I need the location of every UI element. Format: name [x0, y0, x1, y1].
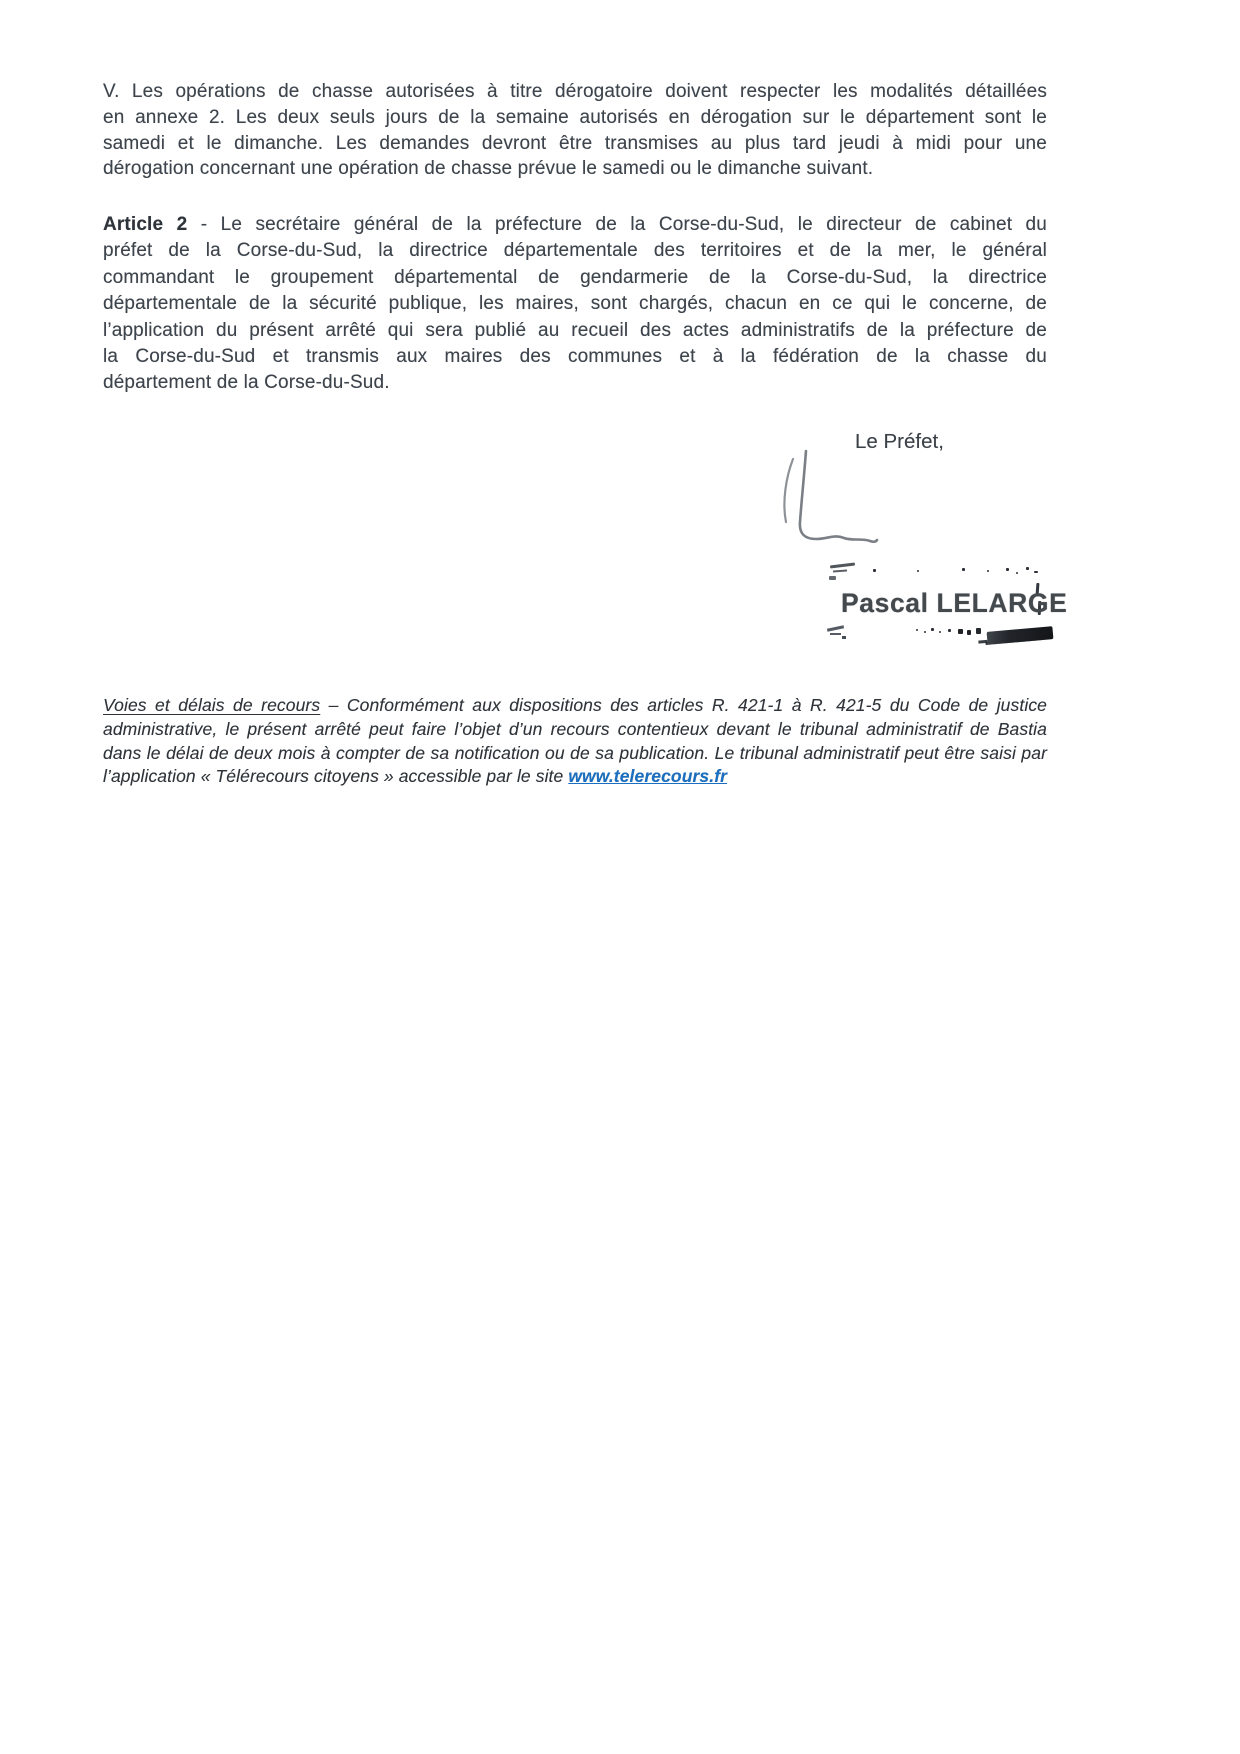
text-line: commandant le groupement départemental de gendarmerie de la Corse-du-Sud, la directrice [103, 266, 1047, 288]
paragraph-operations-chasse [103, 79, 1047, 182]
stamp-dot [924, 631, 926, 633]
stamp-mark [827, 625, 844, 631]
recourse-lead-underlined: Voies et délais de recours [103, 695, 321, 715]
stamp-dot [958, 629, 963, 634]
stamp-dot [1016, 572, 1018, 574]
stamp-dot [1006, 568, 1009, 571]
handwritten-signature [758, 442, 888, 557]
stamp-mark [830, 562, 855, 568]
text-line [103, 694, 1047, 718]
text-line [103, 212, 1047, 238]
stamp-mark [842, 636, 846, 639]
text-line: en annexe 2. Les deux seuls jours de la semaine autorisés en dérogation sur le département sont le [103, 106, 1047, 128]
recourse-line1: – Conformément aux dispositions des articles R. 421-1 à R. 421-5 du Code de justice [320, 695, 1047, 715]
stamp-dot [967, 630, 971, 635]
text-line: dérogation concernant une opération de chasse prévue le samedi ou le dimanche suivant. [103, 158, 874, 180]
paragraph-article-2 [103, 212, 1047, 397]
text-line: dans le délai de deux mois à compter de sa notification ou de sa publication. Le tribunal administratif peut être saisi par [103, 742, 1047, 763]
text-line: samedi et le dimanche. Les demandes devront être transmises au plus tard jeudi à midi pour une [103, 132, 1047, 154]
stamp-dot [873, 569, 876, 572]
text-line [103, 765, 1047, 789]
stamp-dot [1034, 571, 1038, 573]
stamp-dot [987, 570, 989, 572]
text-line: V. Les opérations de chasse autorisées à titre dérogatoire doivent respecter les modalités détaillées [103, 81, 1047, 102]
text-line: administrative, le présent arrêté peut faire l’objet d’un recours contentieux devant le tribunal administratif de Bastia [103, 718, 1047, 739]
stamp-mark [829, 576, 836, 580]
stamp-dot [1026, 567, 1029, 570]
text-line: l’application du présent arrêté qui sera publié au recueil des actes administratifs de la préfecture de [103, 319, 1047, 341]
article-2-label: Article 2 [103, 214, 188, 235]
recourse-line4: l’application « Télérecours citoyens » accessible par le site [103, 766, 569, 787]
stamp-ink-streak [987, 626, 1054, 645]
stamp-dot [916, 629, 918, 631]
stamp-dot [948, 629, 951, 632]
telerecours-link[interactable]: www.telerecours.fr [568, 766, 728, 787]
stamp-mark [833, 570, 847, 573]
stamp-dot [917, 570, 919, 572]
stamp-dot [962, 568, 965, 571]
text-line: départementale de la sécurité publique, les maires, sont chargés, chacun en ce qui le concerne, de [103, 293, 1047, 315]
article-2-line1: - Le secrétaire général de la préfecture de la Corse-du-Sud, le directeur de cabinet du [187, 214, 1047, 235]
signatory-name: Pascal LELARGE [841, 588, 1068, 618]
recourse-notice [103, 694, 1047, 789]
signoff-title: Le Préfet, [855, 430, 944, 453]
text-line: la Corse-du-Sud et transmis aux maires des communes et à la fédération de la chasse du [103, 346, 1047, 368]
stamp-dot [931, 628, 934, 631]
stamp-mark [830, 633, 841, 635]
text-line: préfet de la Corse-du-Sud, la directrice départementale des territoires et de la mer, le général [103, 240, 1047, 262]
stamp-dot [939, 631, 941, 633]
stamp-dot [976, 628, 981, 634]
text-line: département de la Corse-du-Sud. [103, 372, 390, 394]
